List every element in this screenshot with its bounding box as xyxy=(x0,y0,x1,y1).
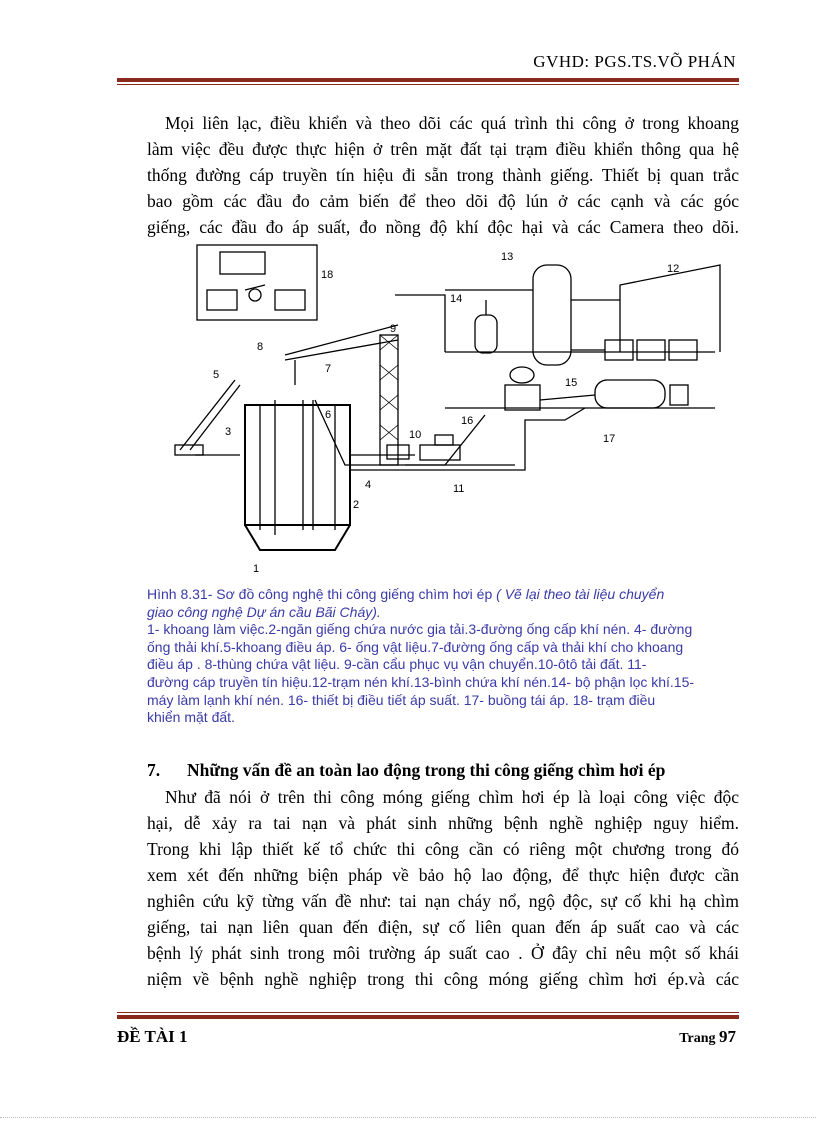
label-18: 18 xyxy=(321,269,334,281)
text-line: nghiên cứu kỹ từng vấn đề như: tai nạn cháy nổ, ngộ độc, sự cố khi hạ chìm xyxy=(147,891,739,911)
text-line: Như đã nói ở trên thi công móng giếng chìm hơi ép là loại công việc độc xyxy=(165,787,739,807)
label-4: 4 xyxy=(365,479,372,491)
caption-line: đường cáp truyền tín hiệu.12-trạm nén khí.13-bình chứa khí nén.14- bộ phận lọc khí.15- xyxy=(147,673,695,690)
paragraph-2 xyxy=(147,784,739,992)
caisson xyxy=(245,400,350,550)
label-15: 15 xyxy=(565,377,578,389)
label-16: 16 xyxy=(461,415,474,427)
footer-rule xyxy=(117,1012,739,1019)
page-edge-dots xyxy=(0,1117,816,1118)
label-2: 2 xyxy=(353,499,360,511)
label-13: 13 xyxy=(501,251,514,263)
page-header: GVHD: PGS.TS.VÕ PHÁN xyxy=(533,52,736,71)
label-11: 11 xyxy=(453,483,465,495)
air-cooler xyxy=(505,367,540,410)
text-line: hại, dễ xảy ra tai nạn và phát sinh những bệnh nghề nghiệp nguy hiểm. xyxy=(147,813,739,833)
header-rule xyxy=(117,78,739,85)
label-14: 14 xyxy=(450,293,463,305)
caption-line: ống thải khí.5-khoang điều áp. 6- ống vật liệu.7-đường ống cấp và thải khí cho khoang xyxy=(147,638,684,655)
page-number: Trang 97 xyxy=(679,1027,736,1046)
label-12: 12 xyxy=(667,263,680,275)
label-5: 5 xyxy=(213,369,220,381)
text-line: niệm về bệnh nghề nghiệp trong thi công móng giếng chìm hơi ép.và các xyxy=(147,969,739,989)
caption-line: Hình 8.31- Sơ đồ công nghệ thi công giếng chìm hơi ép ( Vẽ lại theo tài liệu chuyển xyxy=(147,586,665,602)
caption-line: khiển mặt đất. xyxy=(147,709,235,726)
text-line: bao gồm các đầu đo cảm biến để theo dõi độ lún ở các cạnh và các góc xyxy=(147,191,739,211)
figure-caption xyxy=(147,586,727,727)
cable-line xyxy=(395,295,445,352)
label-10: 10 xyxy=(409,429,422,441)
paragraph-1 xyxy=(147,110,739,240)
text-line: thống đường cáp truyền tín hiệu đi sẵn trong thành giếng. Thiết bị quan trắc xyxy=(147,165,739,185)
caption-line: điều áp . 8-thùng chứa vật liệu. 9-cần cẩu phục vụ vận chuyển.10-ôtô tải đất. 11- xyxy=(147,656,647,673)
pressure-regulator xyxy=(420,435,460,460)
text-line: Mọi liên lạc, điều khiển và theo dõi các quá trình thi công ở trong khoang xyxy=(165,113,739,133)
recompression-chamber xyxy=(595,380,688,408)
caisson-technology-diagram xyxy=(165,240,730,575)
section-number: 7. xyxy=(147,760,161,780)
footer-topic: ĐỀ TÀI 1 xyxy=(117,1027,188,1046)
air-receiver xyxy=(533,265,571,365)
caption-line: 1- khoang làm việc.2-ngăn giếng chứa nước gia tải.3-đường ống cấp khí nén. 4- đường xyxy=(147,621,693,638)
label-1: 1 xyxy=(253,563,260,575)
compressor-station xyxy=(605,265,720,360)
text-line: giếng, tai nạn liên quan đến điện, sự cố liên quan đến áp suất cao và các xyxy=(147,917,739,937)
control-station xyxy=(197,245,317,320)
text-line: giếng, các đầu đo áp suất, đo nồng độ khí độc hại và các Camera theo dõi. xyxy=(147,217,739,237)
text-line: làm việc đều được thực hiện ở trên mặt đất tại trạm điều khiển thông qua hệ xyxy=(147,139,739,159)
text-line: xem xét đến những biện pháp về bảo hộ lao động, để thực hiện được cần xyxy=(147,865,739,885)
text-line: Trong khi lập thiết kế tổ chức thi công cần có riêng một chương trong đó xyxy=(147,839,739,859)
section-title: Những vấn đề an toàn lao động trong thi công giếng chìm hơi ép xyxy=(187,760,666,780)
caption-line: máy làm lạnh khí nén. 16- thiết bị điều tiết áp suất. 17- buồng tái áp. 18- trạm điều xyxy=(147,691,656,708)
label-3: 3 xyxy=(225,426,232,438)
crawler-crane xyxy=(175,380,240,455)
text-line: bệnh lý phát sinh trong môi trường áp suất cao . Ở đây chỉ nêu một số khái xyxy=(147,943,739,963)
label-17: 17 xyxy=(603,433,616,445)
caption-line: giao công nghệ Dự án cầu Bãi Cháy). xyxy=(147,603,381,620)
label-8: 8 xyxy=(257,341,264,353)
label-7: 7 xyxy=(325,363,332,375)
label-6: 6 xyxy=(325,409,332,421)
air-filter xyxy=(475,300,497,353)
tower-crane xyxy=(285,325,398,465)
label-9: 9 xyxy=(390,323,397,335)
